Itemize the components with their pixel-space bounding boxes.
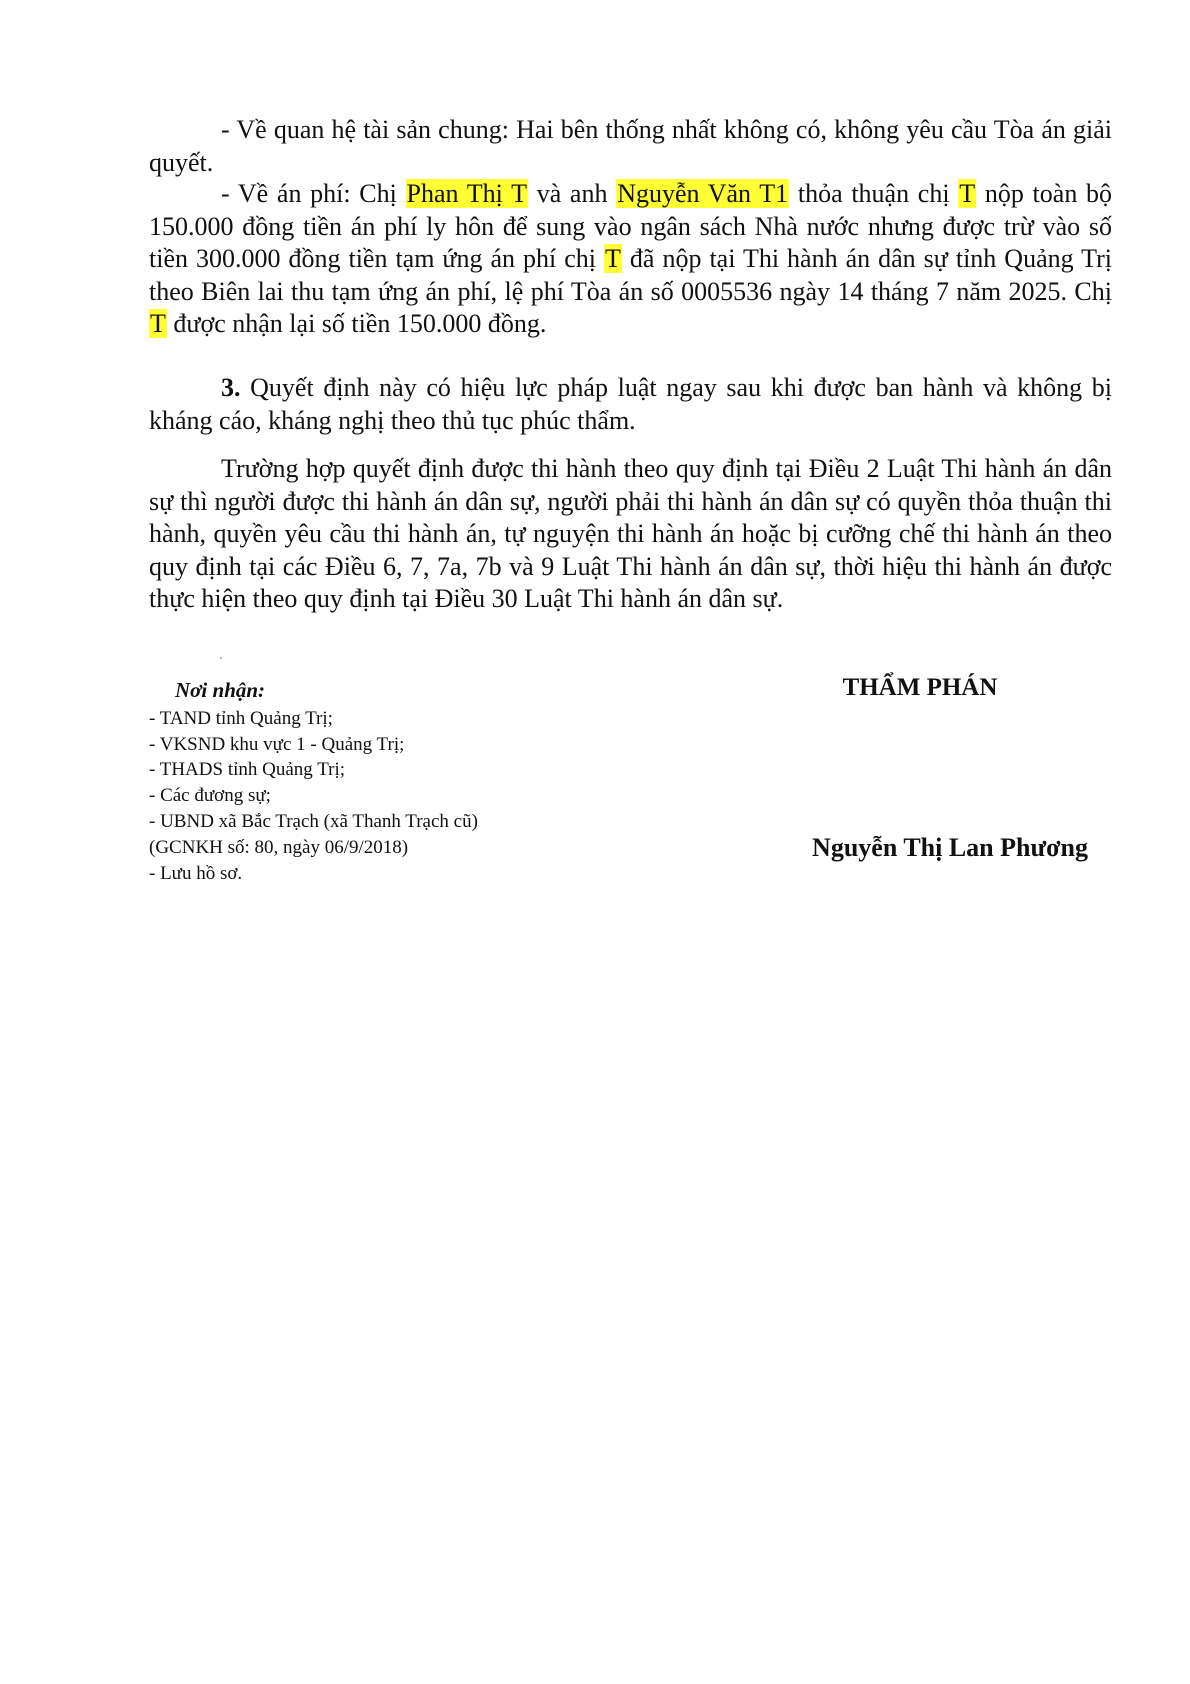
recipient-item: - THADS tỉnh Quảng Trị; [149,759,346,781]
recipients-heading: Nơi nhận: [175,678,266,702]
paragraph-court-fee [149,178,1112,341]
text-segment: và anh [528,179,617,208]
highlighted-name: T [150,309,166,338]
section-number: 3. [221,373,241,402]
highlighted-name: Phan Thị T [406,179,527,208]
paragraph-text: Trường hợp quyết định được thi hành theo quy định tại Điều 2 Luật Thi hành án dân sự thì người được thi hành án dân sự, người phải thi hành án dân sự có quyền thỏa thuận thi hành, quyền yêu cầu thi hành án, tự nguyện thi hành án hoặc bị cưỡng chế thi hành án theo quy định tại các Điều 6, 7, 7a, 7b và 9 Luật Thi hành án dân sự, thời hiệu thi hành án được thực hiện theo quy định tại Điều 30 Luật Thi hành án dân sự. [149,454,1112,613]
recipient-item: - UBND xã Bắc Trạch (xã Thanh Trạch cũ) [149,810,478,832]
text-segment: thỏa thuận chị [789,179,959,208]
signer-title: THẨM PHÁN [842,674,998,701]
text-segment: được nhận lại số tiền 150.000 đồng. [166,309,547,338]
scan-dot [220,657,222,659]
recipient-item: - TAND tỉnh Quảng Trị; [149,707,333,729]
paragraph-text: Quyết định này có hiệu lực pháp luật ngay sau khi được ban hành và không bị kháng cáo, kháng nghị theo thủ tục phúc thẩm. [149,373,1112,435]
paragraph-enforcement [149,453,1112,616]
text-segment: nộp toàn bộ 150.000 đồng tiền án phí ly hôn để sung vào ngân sách Nhà nước nhưng được trừ vào số tiền 300.000 đồng tiền tạm ứng án phí chị [149,179,1113,273]
recipient-item: - VKSND khu vực 1 - Quảng Trị; [149,733,405,755]
recipient-item: - Các đương sự; [149,785,271,807]
highlighted-name: T [605,244,621,273]
paragraph-effect [149,372,1112,437]
recipient-item: - Lưu hồ sơ. [149,862,243,884]
highlighted-name: Nguyễn Văn T1 [617,179,789,208]
signer-name: Nguyễn Thị Lan Phương [812,833,1088,862]
recipients-block [149,678,669,886]
recipient-item: (GCNKH số: 80, ngày 06/9/2018) [149,836,409,858]
paragraph-text: - Về quan hệ tài sản chung: Hai bên thống nhất không có, không yêu cầu Tòa án giải quyết. [149,115,1112,177]
text-segment: đã nộp tại Thi hành án dân sự tỉnh Quảng Trị theo Biên lai thu tạm ứng án phí, lệ phí Tòa án số 0005536 ngày 14 tháng 7 năm 2025. Chị [149,244,1112,306]
highlighted-name: T [959,179,976,208]
text-segment: - Về án phí: Chị [221,179,406,208]
paragraph-common-property [149,114,1112,179]
